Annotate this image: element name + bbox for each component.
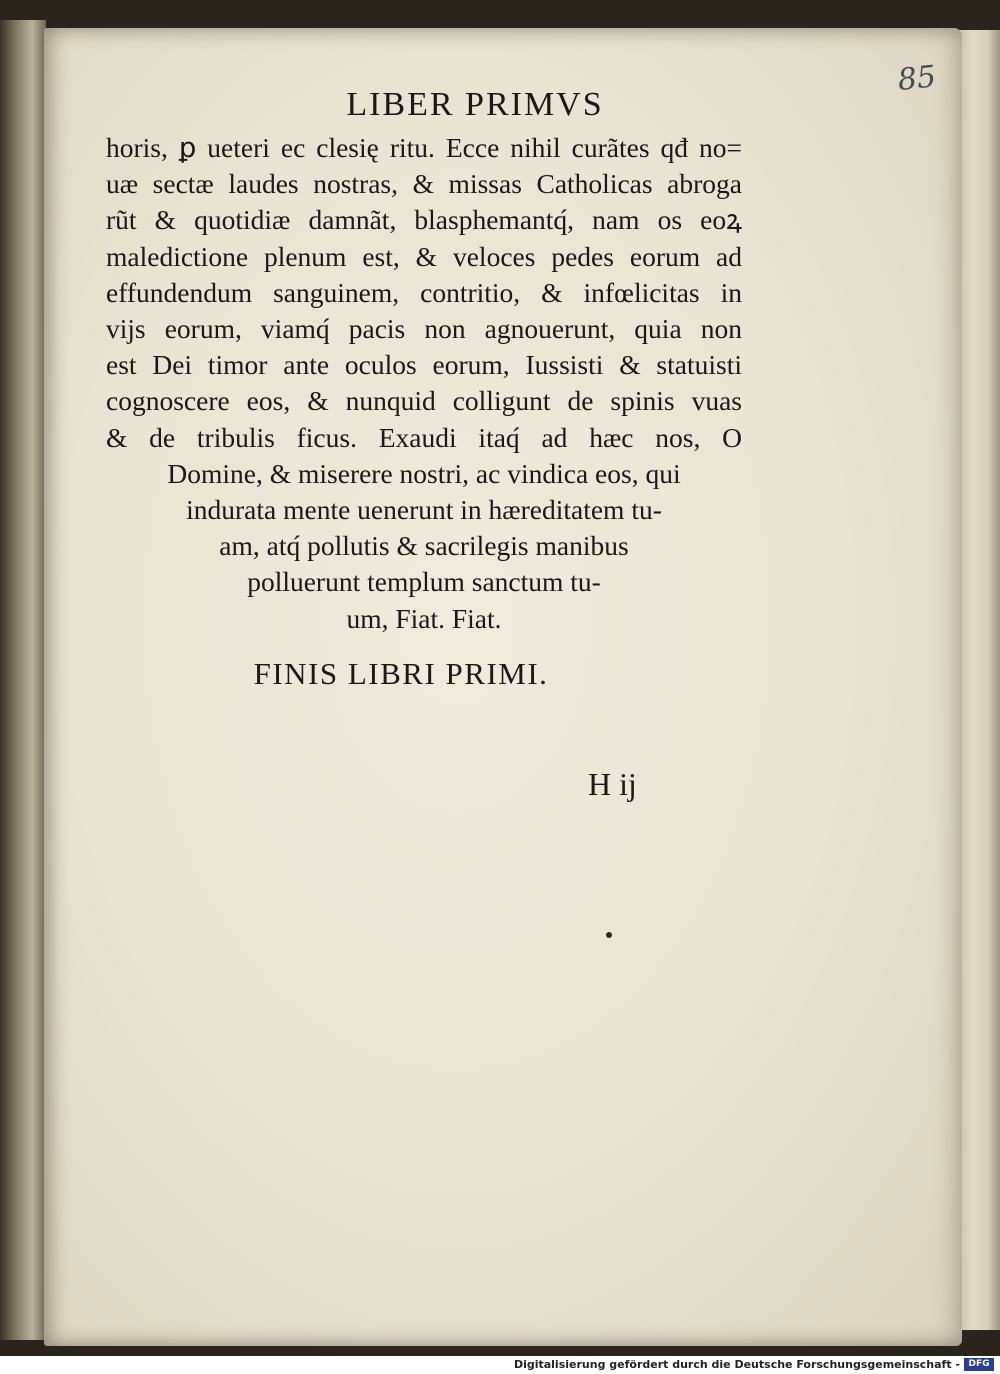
book-binding-edge [0, 20, 46, 1340]
text-line: um, Fiat. Fiat. [346, 602, 502, 634]
text-line: horis, ꝑ ueteri ec clesię ritu. Ecce nihil curãtes qđ no= [106, 132, 742, 163]
body-text [106, 130, 742, 637]
show-through-texture [745, 270, 955, 1150]
funding-credit: Digitalisierung gefördert durch die Deutsche Forschungsgemeinschaft - [513, 1358, 960, 1371]
closing-line: FINIS LIBRI PRIMI. [253, 656, 549, 691]
ink-speck [606, 932, 612, 938]
page-stack-edge [958, 30, 1000, 1330]
signature-mark: H ĳ [588, 766, 637, 802]
text-line: am, atq́ pollutis & sacrilegis manibus [219, 530, 629, 562]
text-line: rũt & quotidiæ damnãt, blasphemantq́, nam os eoꝝ [106, 204, 742, 236]
text-line: Domine, & miserere nostri, ac vindica eos, qui [167, 457, 681, 489]
text-line: & de tribulis ficus. Exaudi itaq́ ad hæc nos, O [106, 421, 742, 453]
text-line: vĳs eorum, viamq́ pacis non agnouerunt, quia non [106, 313, 742, 345]
text-line: cognoscere eos, & nunquid colligunt de spinis vuas [106, 385, 742, 417]
dfg-logo: DFG [964, 1358, 994, 1371]
running-head: LIBER PRIMVS [346, 86, 604, 123]
text-line: est Dei timor ante oculos eorum, Iussisti & statuisti [106, 349, 742, 381]
text-line: indurata mente uenerunt in hæreditatem tu- [186, 494, 662, 526]
folio-number: 85 [896, 59, 938, 99]
text-line: effundendum sanguinem, contritio, & infœlicitas in [106, 276, 742, 308]
text-line: uæ sectæ laudes nostras, & missas Catholicas abroga [106, 168, 742, 200]
text-line: maledictione plenum est, & veloces pedes eorum ad [106, 240, 742, 272]
text-line: polluerunt templum sanctum tu- [247, 566, 601, 598]
footer-bar [0, 1356, 1000, 1374]
